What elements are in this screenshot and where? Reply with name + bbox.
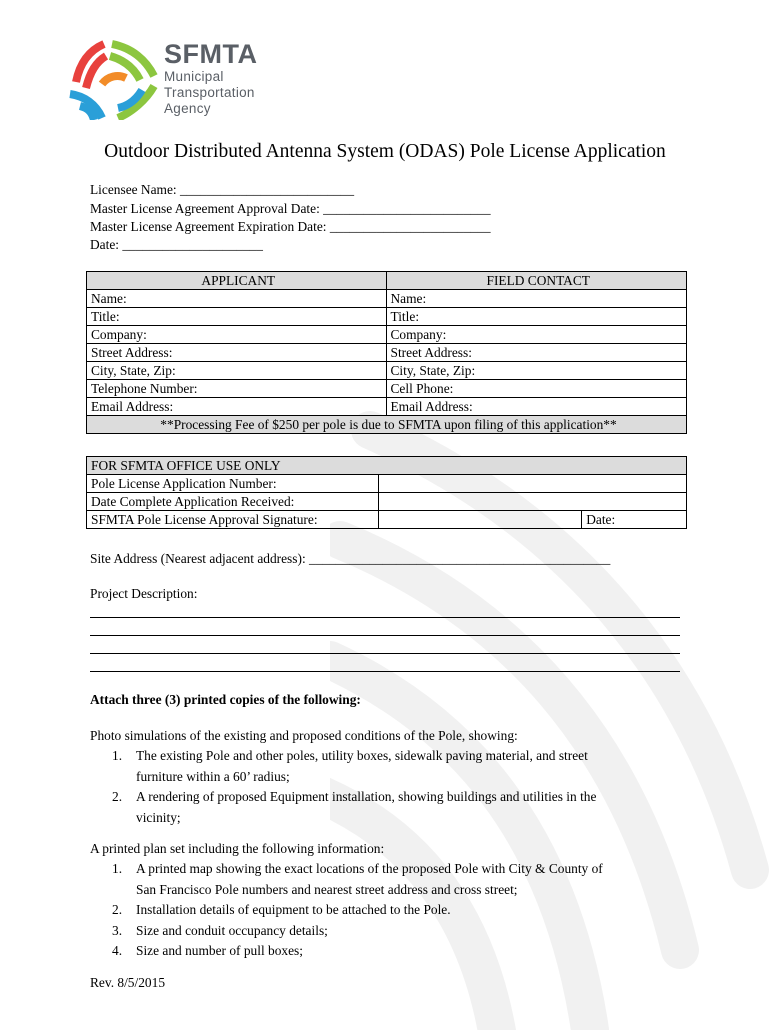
field-name-cell[interactable]: Name:	[386, 290, 687, 308]
table-row	[87, 290, 687, 308]
list-item: 2. Installation details of equipment to be attached to the Pole.	[112, 902, 451, 917]
applicant-email-cell[interactable]: Email Address:	[87, 398, 387, 416]
date-received-label: Date Complete Application Received:	[87, 493, 379, 511]
table-row	[87, 493, 687, 511]
list-item: 2. A rendering of proposed Equipment installation, showing buildings and utilities in the vicinity;	[112, 789, 597, 825]
field-title-cell[interactable]: Title:	[386, 308, 687, 326]
list-item: 3. Size and conduit occupancy details;	[112, 922, 328, 938]
application-number-cell[interactable]	[378, 475, 686, 493]
applicant-city-cell[interactable]: City, State, Zip:	[87, 362, 387, 380]
approval-signature-label: SFMTA Pole License Approval Signature:	[87, 511, 379, 529]
table-row	[87, 398, 687, 416]
table-row	[87, 308, 687, 326]
table-row	[87, 326, 687, 344]
field-email-cell[interactable]: Email Address:	[386, 398, 687, 416]
photo-simulations-section	[90, 726, 690, 828]
field-street-cell[interactable]: Street Address:	[386, 344, 687, 362]
list-item: 4. Size and number of pull boxes;	[112, 943, 303, 958]
approval-date-cell[interactable]: Date:	[582, 511, 687, 529]
logo-line-1: Municipal	[164, 69, 224, 84]
table-row	[87, 362, 687, 380]
applicant-name-cell[interactable]: Name:	[87, 290, 387, 308]
mla-expiration-date-field[interactable]: Master License Agreement Expiration Date: ________________________	[90, 219, 491, 234]
applicant-telephone-cell[interactable]: Telephone Number:	[87, 380, 387, 398]
field-contact-header: FIELD CONTACT	[386, 272, 687, 290]
licensee-name-field[interactable]: Licensee Name: __________________________	[90, 182, 355, 197]
mla-approval-date-field[interactable]: Master License Agreement Approval Date: _________________________	[90, 201, 491, 216]
office-use-header: FOR SFMTA OFFICE USE ONLY	[87, 457, 687, 475]
field-cell-phone-cell[interactable]: Cell Phone:	[386, 380, 687, 398]
applicant-title-cell[interactable]: Title:	[87, 308, 387, 326]
logo-line-2: Transportation	[164, 85, 255, 100]
office-use-table	[86, 456, 687, 529]
table-row	[87, 344, 687, 362]
sfmta-logo-text	[164, 40, 257, 117]
date-received-cell[interactable]	[378, 493, 686, 511]
contact-table-header	[87, 272, 687, 290]
plan-set-section	[90, 839, 690, 962]
photo-intro: Photo simulations of the existing and proposed conditions of the Pole, showing:	[90, 728, 518, 743]
logo-name: SFMTA	[164, 39, 258, 69]
table-row	[87, 511, 687, 529]
sfmta-logo-icon	[66, 40, 162, 120]
applicant-header: APPLICANT	[87, 272, 387, 290]
fee-note-row	[87, 416, 687, 434]
field-company-cell[interactable]: Company:	[386, 326, 687, 344]
date-field[interactable]: Date: _____________________	[90, 237, 263, 252]
contact-table	[86, 271, 687, 434]
site-address-field[interactable]: Site Address (Nearest adjacent address): _____________________________________________	[90, 551, 611, 566]
project-description-label: Project Description:	[90, 586, 198, 601]
plan-intro: A printed plan set including the following information:	[90, 841, 385, 856]
application-number-label: Pole License Application Number:	[87, 475, 379, 493]
applicant-company-cell[interactable]: Company:	[87, 326, 387, 344]
approval-signature-cell[interactable]	[378, 511, 581, 529]
attach-heading: Attach three (3) printed copies of the following:	[90, 692, 361, 707]
revision-footer: Rev. 8/5/2015	[90, 975, 166, 990]
logo-line-3: Agency	[164, 101, 211, 116]
table-row	[87, 475, 687, 493]
list-item: 1. A printed map showing the exact locations of the proposed Pole with City & County of San Francisco Pole numbers and nearest street address and cross street;	[112, 861, 603, 897]
table-row	[87, 380, 687, 398]
fee-note: **Processing Fee of $250 per pole is due to SFMTA upon filing of this application**	[87, 416, 687, 434]
list-item: 1. The existing Pole and other poles, utility boxes, sidewalk paving material, and street furniture within a 60’ radius;	[112, 748, 588, 784]
page-title: Outdoor Distributed Antenna System (ODAS) Pole License Application	[104, 141, 666, 162]
applicant-street-cell[interactable]: Street Address:	[87, 344, 387, 362]
project-description-lines[interactable]	[90, 600, 680, 672]
field-city-cell[interactable]: City, State, Zip:	[386, 362, 687, 380]
